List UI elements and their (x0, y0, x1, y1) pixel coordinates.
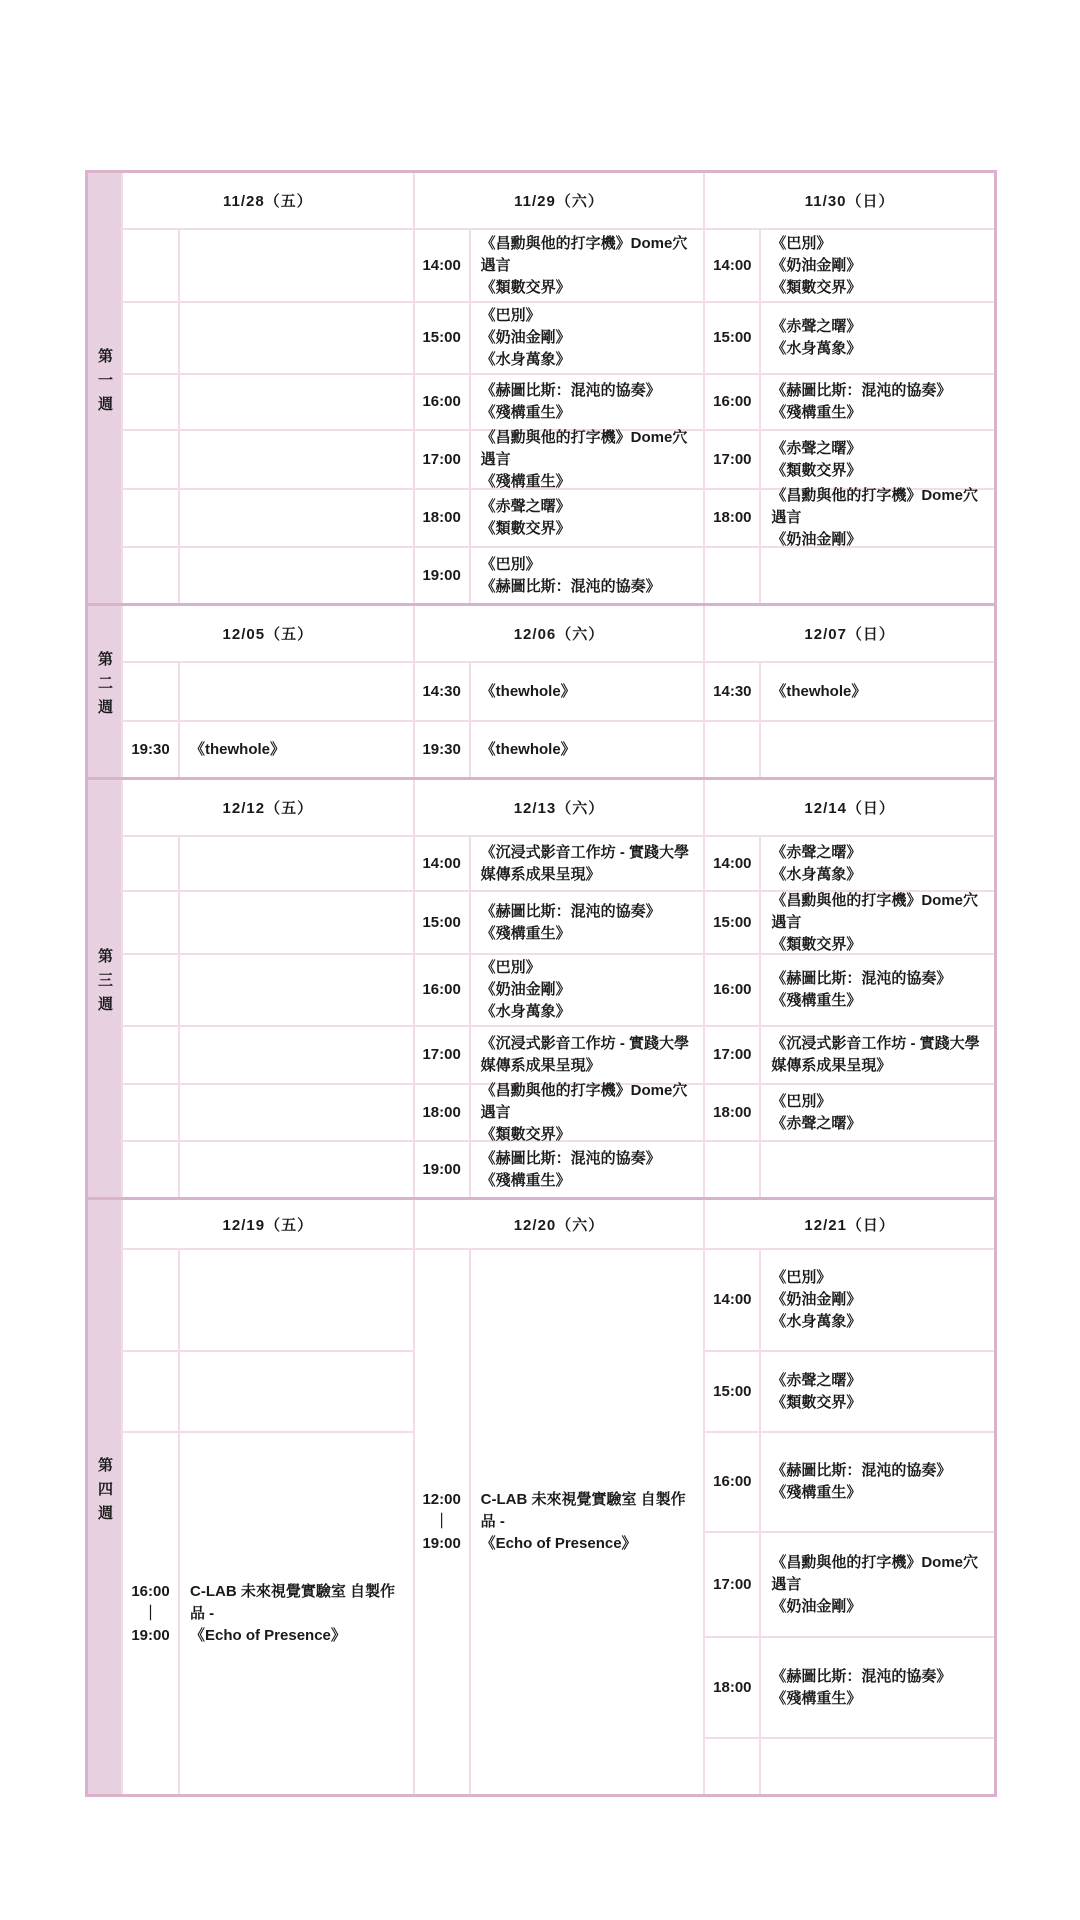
time-cell (123, 490, 178, 546)
time-text: 18:00 (713, 1678, 752, 1696)
time-text: 19:00 (422, 1160, 461, 1178)
day-header: 12/12（五） (123, 780, 413, 835)
time-text: 17:00 (713, 1046, 752, 1063)
program-title: 《昌勳與他的打字機》Dome穴遇言 (771, 1553, 979, 1593)
program-cell (471, 1081, 704, 1143)
time-text: 19:00 (422, 1535, 461, 1552)
program-title: 《赫圖比斯：混沌的協奏》 (771, 1667, 952, 1685)
program-cell (180, 1027, 413, 1083)
time-cell (705, 1533, 759, 1636)
program-cell (761, 892, 994, 953)
time-text: 14:30 (713, 682, 752, 700)
program-cell (471, 722, 704, 777)
time-cell (705, 1085, 759, 1140)
program-title: 《昌勳與他的打字機》Dome穴遇言 (480, 428, 688, 468)
program-title: 《殘構重生》 (480, 1171, 571, 1189)
program-title: 《沉浸式影音工作坊 - 實踐大學媒傳系成果呈現》 (771, 1035, 980, 1074)
time-cell (415, 1142, 469, 1197)
program-title: 《巴別》 (771, 1269, 832, 1286)
program-title: 《殘構重生》 (480, 404, 571, 421)
program-cell (471, 1142, 704, 1197)
program-cell (471, 837, 704, 890)
time-cell (705, 955, 759, 1025)
program-title: 《赤聲之曙》 (771, 318, 862, 335)
time-text: 17:00 (713, 450, 752, 468)
program-cell (761, 1739, 994, 1794)
time-cell (705, 1638, 759, 1737)
time-text: 16:00 (422, 981, 461, 998)
time-cell (123, 1250, 178, 1350)
time-cell (123, 722, 178, 777)
program-cell (471, 663, 704, 720)
schedule-table (85, 170, 997, 1797)
time-text: 19:30 (422, 740, 461, 758)
program-title: 《水身萬象》 (771, 1313, 862, 1330)
program-cell (761, 663, 994, 720)
day-header: 12/21（日） (705, 1200, 994, 1248)
program-cell (180, 1250, 413, 1350)
program-title: 《奶油金剛》 (480, 981, 571, 998)
program-cell (471, 1027, 704, 1083)
program-title: 《赤聲之曙》 (771, 439, 862, 457)
program-cell (180, 230, 413, 301)
program-title: 《thewhole》 (190, 740, 286, 758)
program-title: 《昌勳與他的打字機》Dome穴遇言 (771, 891, 979, 931)
program-cell (471, 230, 704, 301)
program-cell (761, 1142, 994, 1197)
day-header: 12/20（六） (415, 1200, 704, 1248)
time-text: 12:00 (422, 1491, 461, 1508)
time-cell (705, 1739, 759, 1794)
program-cell (761, 1085, 994, 1140)
program-title: C-LAB 未來視覺實驗室 自製作品 - (190, 1582, 395, 1622)
time-cell (415, 1250, 469, 1794)
day-header: 12/07（日） (705, 606, 994, 661)
time-text: 18:00 (713, 1103, 752, 1121)
program-title: 《奶油金剛》 (480, 329, 571, 346)
program-cell (180, 1142, 413, 1197)
program-cell (471, 1250, 704, 1794)
time-text: 16:00 (422, 393, 461, 410)
program-title: 《赫圖比斯：混沌的協奏》 (480, 577, 661, 595)
day-header: 11/30（日） (705, 173, 994, 228)
program-cell (761, 837, 994, 890)
program-cell (761, 303, 994, 373)
program-cell (761, 1638, 994, 1737)
program-title: 《沉浸式影音工作坊 - 實踐大學媒傳系成果呈現》 (480, 1035, 689, 1074)
time-cell (123, 837, 178, 890)
program-cell (761, 955, 994, 1025)
time-cell (705, 1142, 759, 1197)
program-title: 《巴別》 (480, 307, 541, 324)
time-text: 14:00 (422, 854, 461, 872)
time-cell (123, 1352, 178, 1431)
time-cell (415, 663, 469, 720)
program-title: 《殘構重生》 (771, 992, 862, 1009)
time-text: ｜ (142, 1604, 158, 1622)
program-title: 《殘構重生》 (480, 472, 571, 490)
day-header: 11/28（五） (123, 173, 413, 228)
program-title: 《奶油金剛》 (771, 1291, 862, 1308)
time-cell (123, 955, 178, 1025)
program-cell (471, 955, 704, 1025)
program-title: 《類數交界》 (480, 1125, 571, 1143)
program-title: 《赤聲之曙》 (771, 1371, 862, 1389)
day-header: 12/14（日） (705, 780, 994, 835)
time-text: 19:30 (131, 740, 170, 758)
time-cell (123, 1085, 178, 1140)
program-cell (761, 1352, 994, 1431)
program-cell (180, 431, 413, 488)
program-cell (761, 1533, 994, 1636)
program-title: 《赫圖比斯：混沌的協奏》 (480, 382, 661, 399)
time-cell (415, 375, 469, 429)
program-cell (761, 431, 994, 488)
time-cell (123, 1142, 178, 1197)
program-title: 《類數交界》 (771, 461, 862, 479)
time-cell (123, 663, 178, 720)
week-label: 第四週 (88, 1200, 121, 1794)
program-title: 《赤聲之曙》 (771, 1114, 862, 1132)
time-cell (415, 1085, 469, 1140)
program-cell (180, 375, 413, 429)
time-text: 16:00 (713, 1473, 752, 1490)
program-title: 《殘構重生》 (771, 1689, 862, 1707)
program-title: 《殘構重生》 (771, 404, 862, 421)
time-cell (415, 548, 469, 603)
program-cell (180, 892, 413, 953)
program-cell (180, 663, 413, 720)
time-text: 16:00 (713, 393, 752, 410)
time-text: 18:00 (422, 509, 461, 526)
time-text: 18:00 (422, 1103, 461, 1121)
time-text: 19:00 (131, 1626, 170, 1644)
time-text: 14:00 (713, 854, 752, 872)
time-cell (415, 431, 469, 488)
time-cell (415, 722, 469, 777)
week-section-3 (88, 777, 994, 1197)
time-cell (415, 490, 469, 546)
time-text: 14:00 (713, 1291, 752, 1308)
program-title: 《赫圖比斯：混沌的協奏》 (480, 1149, 661, 1167)
time-text: 17:00 (422, 450, 461, 468)
time-cell (705, 1250, 759, 1350)
time-cell (705, 431, 759, 488)
program-title: 《水身萬象》 (771, 340, 862, 357)
program-title: 《水身萬象》 (771, 865, 862, 883)
time-cell (415, 837, 469, 890)
program-title: 《Echo of Presence》 (190, 1626, 346, 1644)
program-title: 《昌勳與他的打字機》Dome穴遇言 (480, 1081, 688, 1121)
program-cell (180, 548, 413, 603)
time-text: 15:00 (713, 329, 752, 346)
time-cell (705, 490, 759, 546)
time-text: 15:00 (422, 329, 461, 346)
program-cell (761, 1027, 994, 1083)
program-title: 《水身萬象》 (480, 351, 571, 368)
program-cell (761, 230, 994, 301)
time-cell (705, 1027, 759, 1083)
time-text: 16:00 (131, 1582, 170, 1600)
program-title: 《赤聲之曙》 (480, 498, 571, 515)
day-header: 12/05（五） (123, 606, 413, 661)
week-label: 第二週 (88, 606, 121, 777)
time-text: 18:00 (713, 509, 752, 526)
program-cell (761, 548, 994, 603)
program-title: 《奶油金剛》 (771, 256, 862, 274)
time-cell (705, 1352, 759, 1431)
time-text: 15:00 (713, 913, 752, 931)
time-text: 15:00 (713, 1382, 752, 1400)
time-text: 17:00 (713, 1575, 752, 1593)
time-cell (705, 1433, 759, 1531)
program-cell (761, 1250, 994, 1350)
program-cell (471, 548, 704, 603)
time-cell (123, 1433, 178, 1794)
program-cell (180, 303, 413, 373)
program-title: 《殘構重生》 (771, 1484, 862, 1501)
program-title: 《奶油金剛》 (771, 1597, 862, 1615)
time-cell (123, 548, 178, 603)
week-label: 第三週 (88, 780, 121, 1197)
week-section-4 (88, 1197, 994, 1794)
time-cell (705, 230, 759, 301)
time-cell (123, 375, 178, 429)
time-cell (705, 892, 759, 953)
time-text: 14:00 (422, 256, 461, 274)
program-cell (180, 490, 413, 546)
program-title: 《赫圖比斯：混沌的協奏》 (771, 970, 952, 987)
day-header: 11/29（六） (415, 173, 704, 228)
week-label: 第一週 (88, 173, 121, 603)
time-text: 17:00 (422, 1046, 461, 1063)
program-cell (471, 428, 704, 490)
time-cell (415, 230, 469, 301)
day-header: 12/13（六） (415, 780, 704, 835)
program-title: 《thewhole》 (480, 682, 576, 700)
program-cell (180, 1433, 413, 1794)
program-title: 《奶油金剛》 (771, 531, 862, 548)
program-title: 《巴別》 (480, 555, 541, 573)
program-title: 《水身萬象》 (480, 1003, 571, 1020)
program-cell (180, 722, 413, 777)
time-cell (705, 548, 759, 603)
program-cell (761, 487, 994, 548)
program-cell (471, 490, 704, 546)
program-title: 《赫圖比斯：混沌的協奏》 (771, 382, 952, 399)
program-title: 《昌勳與他的打字機》Dome穴遇言 (480, 234, 688, 274)
program-title: 《巴別》 (771, 234, 832, 252)
time-cell (123, 303, 178, 373)
week-section-2 (88, 603, 994, 777)
program-cell (471, 892, 704, 953)
time-cell (123, 892, 178, 953)
program-title: 《類數交界》 (771, 278, 862, 296)
time-text: 16:00 (713, 981, 752, 998)
time-cell (705, 722, 759, 777)
program-cell (761, 1433, 994, 1531)
time-cell (705, 837, 759, 890)
program-title: C-LAB 未來視覺實驗室 自製作品 - (480, 1491, 686, 1530)
week-section-1 (88, 173, 994, 603)
program-title: 《巴別》 (480, 959, 541, 976)
program-cell (761, 375, 994, 429)
time-cell (415, 955, 469, 1025)
program-title: 《赤聲之曙》 (771, 843, 862, 861)
time-cell (415, 303, 469, 373)
time-cell (415, 892, 469, 953)
program-title: 《類數交界》 (480, 278, 571, 296)
program-title: 《巴別》 (771, 1092, 832, 1110)
time-text: 19:00 (422, 566, 461, 584)
program-title: 《thewhole》 (480, 740, 576, 758)
program-cell (180, 1085, 413, 1140)
time-text: 15:00 (422, 913, 461, 931)
program-cell (471, 303, 704, 373)
time-text: ｜ (434, 1513, 450, 1530)
program-title: 《昌勳與他的打字機》Dome穴遇言 (771, 487, 979, 526)
program-cell (180, 1352, 413, 1431)
program-title: 《類數交界》 (480, 520, 571, 537)
day-header: 12/19（五） (123, 1200, 413, 1248)
program-title: 《類數交界》 (771, 1393, 862, 1411)
program-cell (471, 375, 704, 429)
program-title: 《赫圖比斯：混沌的協奏》 (771, 1462, 952, 1479)
time-cell (705, 663, 759, 720)
time-cell (705, 303, 759, 373)
program-cell (180, 955, 413, 1025)
program-title: 《Echo of Presence》 (480, 1535, 637, 1552)
program-title: 《沉浸式影音工作坊 - 實踐大學媒傳系成果呈現》 (480, 843, 689, 883)
time-text: 14:00 (713, 256, 752, 274)
time-cell (415, 1027, 469, 1083)
program-title: 《殘構重生》 (480, 924, 571, 942)
time-cell (123, 431, 178, 488)
program-title: 《thewhole》 (771, 682, 867, 700)
time-text: 14:30 (422, 682, 461, 700)
program-title: 《類數交界》 (771, 935, 862, 953)
program-title: 《赫圖比斯：混沌的協奏》 (480, 902, 661, 920)
time-cell (123, 230, 178, 301)
day-header: 12/06（六） (415, 606, 704, 661)
program-cell (761, 722, 994, 777)
time-cell (123, 1027, 178, 1083)
time-cell (705, 375, 759, 429)
program-cell (180, 837, 413, 890)
